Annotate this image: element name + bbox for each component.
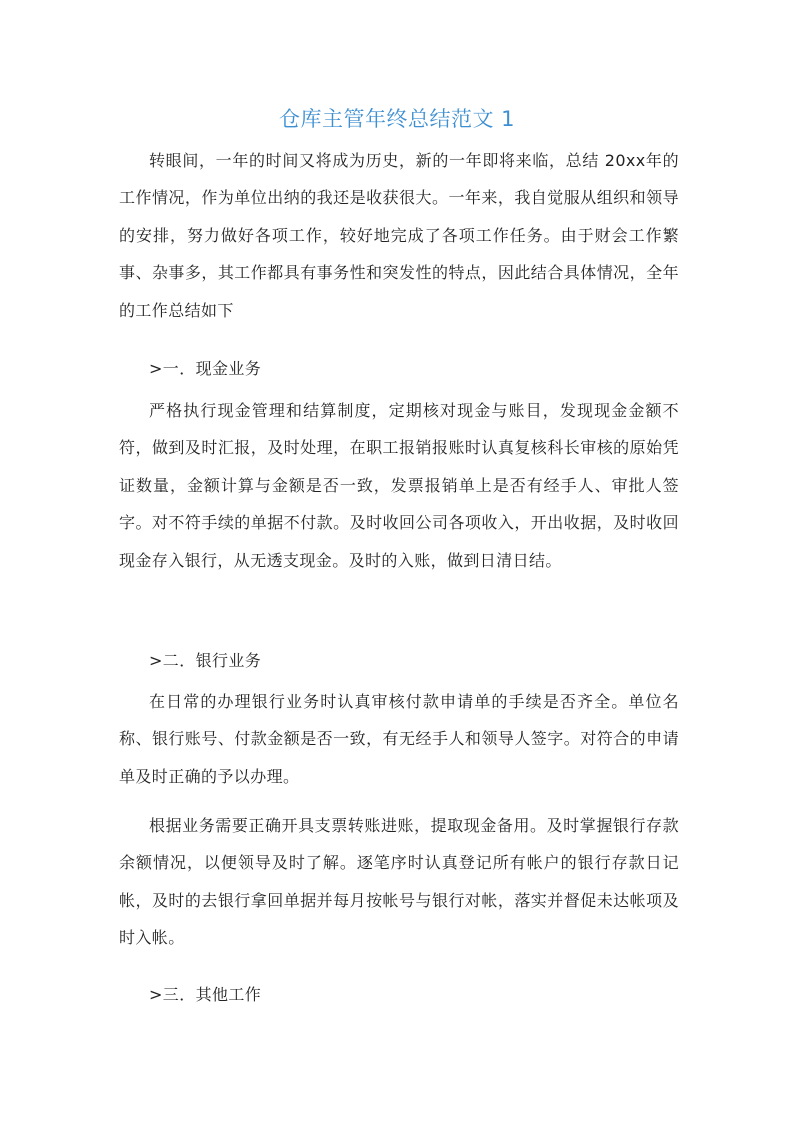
- section-paragraph-cash: 严格执行现金管理和结算制度，定期核对现金与账目，发现现金金额不符，做到及时汇报，及时处理，在职工报销报账时认真复核科长审核的原始凭证数量，金额计算与金额是否一致，发票报销单上是否有经手人、审批人签字。对不符手续的单据不付款。及时收回公司各项收入，开出收据，及时收回现金存入银行，从无透支现金。及时的入账，做到日清日结。: [119, 401, 679, 570]
- section-heading-bank: >二．银行业务: [149, 651, 262, 670]
- section-paragraph-bank-2: 根据业务需要正确开具支票转账进账，提取现金备用。及时掌握银行存款余额情况，以便领导及时了解。逐笔序时认真登记所有帐户的银行存款日记帐，及时的去银行拿回单据并每月按帐号与银行对帐，落实并督促未达帐项及时入帐。: [119, 816, 679, 948]
- section-paragraph-bank-1: 在日常的办理银行业务时认真审核付款申请单的手续是否齐全。单位名称、银行账号、付款金额是否一致，有无经手人和领导人签字。对符合的申请单及时正确的予以办理。: [119, 692, 679, 786]
- intro-paragraph: 转眼间，一年的时间又将成为历史，新的一年即将来临，总结 20xx年的工作情况，作为单位出纳的我还是收获很大。一年来，我自觉服从组织和领导的安排，努力做好各项工作，较好地完成了各项工作任务。由于财会工作繁事、杂事多，其工作都具有事务性和突发性的特点，因此结合具体情况，全年的工作总结如下: [119, 151, 679, 320]
- section-heading-other: >三．其他工作: [149, 985, 262, 1004]
- document-title: 仓库主管年终总结范文 1: [278, 107, 516, 131]
- section-heading-cash: >一．现金业务: [149, 359, 262, 378]
